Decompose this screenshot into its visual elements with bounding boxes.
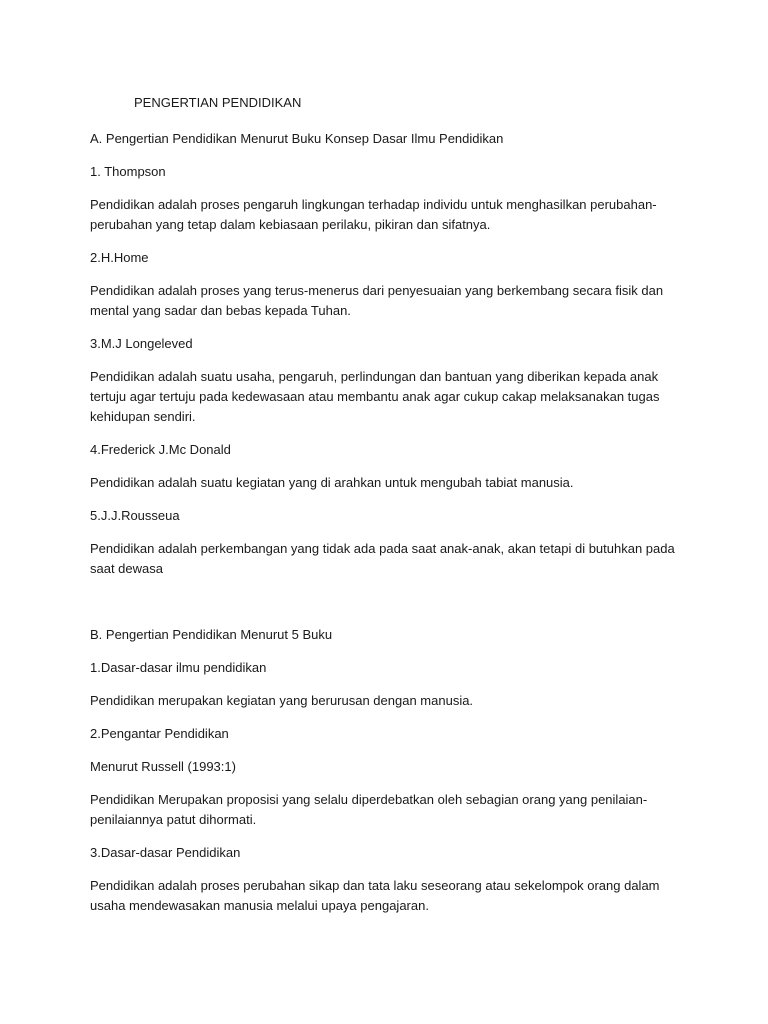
section-a-item-5-text: Pendidikan adalah perkembangan yang tidak ada pada saat anak-anak, akan tetapi di butuhkan pada saat dewasa <box>90 541 675 576</box>
section-b-item-1-label: 1.Dasar-dasar ilmu pendidikan <box>90 660 267 675</box>
section-b-item-2-text: Pendidikan Merupakan proposisi yang selalu diperdebatkan oleh sebagian orang yang penilaian-penilaiannya patut dihormati. <box>90 792 648 827</box>
section-a-item-4-label: 4.Frederick J.Mc Donald <box>90 442 231 457</box>
section-a-item-3-text: Pendidikan adalah suatu usaha, pengaruh, perlindungan dan bantuan yang diberikan kepada anak tertuju agar tertuju pada kedewasaan atau membantu anak agar cukup cakap melaksanakan tugas kehidupan sendiri. <box>90 369 660 424</box>
section-b-item-2-label: 2.Pengantar Pendidikan <box>90 726 229 741</box>
section-a-item-3-label: 3.M.J Longeleved <box>90 336 193 351</box>
section-b-item-3-text: Pendidikan adalah proses perubahan sikap dan tata laku seseorang atau sekelompok orang dalam usaha mendewasakan manusia melalui upaya pengajaran. <box>90 878 660 913</box>
section-a-item-2-text: Pendidikan adalah proses yang terus-menerus dari penyesuaian yang berkembang secara fisik dan mental yang sadar dan bebas kepada Tuhan. <box>90 283 664 318</box>
section-a-item-5-label: 5.J.J.Rousseua <box>90 508 180 523</box>
section-a-item-4-text: Pendidikan adalah suatu kegiatan yang di arahkan untuk mengubah tabiat manusia. <box>90 475 574 490</box>
section-b-heading: B. Pengertian Pendidikan Menurut 5 Buku <box>90 627 333 642</box>
section-spacer <box>90 592 680 625</box>
section-b-item-3-label: 3.Dasar-dasar Pendidikan <box>90 845 241 860</box>
section-a-item-2-label: 2.H.Home <box>90 250 149 265</box>
section-a-item-1-text: Pendidikan adalah proses pengaruh lingkungan terhadap individu untuk menghasilkan perubahan-perubahan yang tetap dalam kebiasaan perilaku, pikiran dan sifatnya. <box>90 197 657 232</box>
document-title: PENGERTIAN PENDIDIKAN <box>134 95 302 110</box>
section-a-heading: A. Pengertian Pendidikan Menurut Buku Konsep Dasar Ilmu Pendidikan <box>90 131 504 146</box>
section-b-item-1-text: Pendidikan merupakan kegiatan yang berurusan dengan manusia. <box>90 693 474 708</box>
document-page <box>90 94 680 929</box>
section-a-item-1-label: 1. Thompson <box>90 164 166 179</box>
section-b-item-2-source: Menurut Russell (1993:1) <box>90 759 236 774</box>
